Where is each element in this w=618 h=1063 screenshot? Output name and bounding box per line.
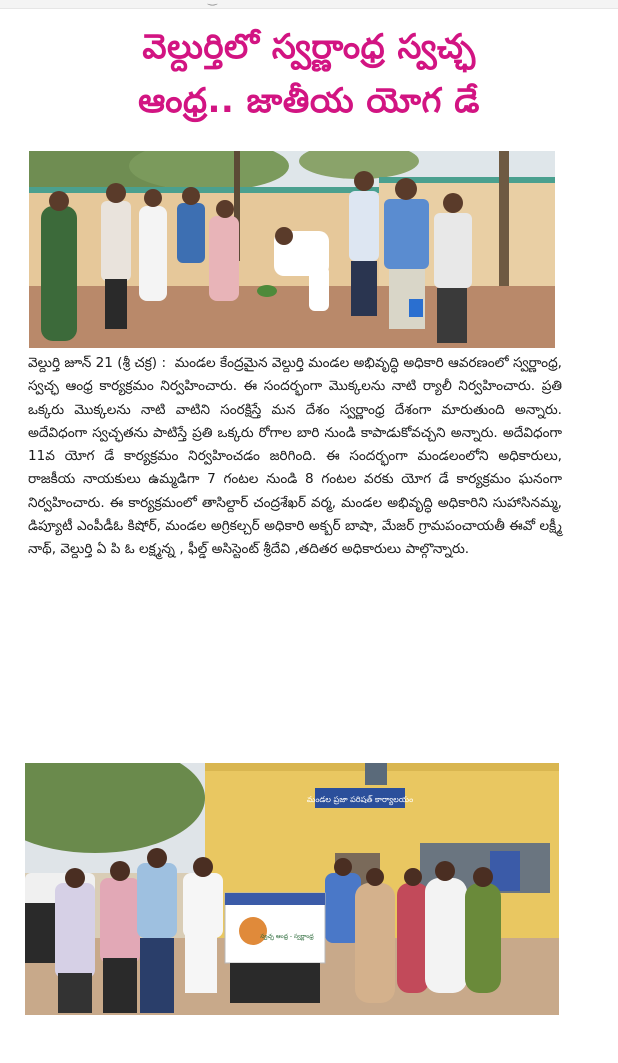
tree-planting-photo (29, 151, 555, 348)
cropped-text-fragment (208, 0, 217, 6)
article-headline (0, 20, 618, 128)
previous-page-edge (0, 0, 618, 9)
article-dateline: వెల్దుర్తి జూన్ 21 (శ్రీ చక్ర) : (28, 355, 167, 371)
headline-line-1: వెల్దుర్తిలో స్వర్ణాంధ్ర స్వచ్ఛ (142, 27, 476, 67)
group-banner-photo (25, 763, 559, 1015)
headline-line-2: ఆంధ్ర.. జాతీయ యోగ డే (138, 81, 480, 121)
building-sign-text: మండల ప్రజా పరిషత్ కార్యాలయం (306, 795, 414, 804)
article-body (28, 352, 562, 562)
banner-text: స్వచ్ఛ ఆంధ్ర - స్వర్ణాంధ్ర (260, 933, 314, 940)
article-text: మండల కేంద్రమైన వెల్దుర్తి మండల అభివృద్ధి అధికారి ఆవరణంలో స్వర్ణాంధ్ర, స్వచ్ఛ ఆంధ్ర కార్యక్రమం నిర్వహించారు. ఈ సందర్భంగా మొక్కలను నాటి ర్యాలీ నిర్వహించారు. ప్రతి ఒక్కరు మొక్కలను నాటి వాటిని సంరక్షిస్తే మన దేశం స్వర్ణాంధ్ర దేశంగా మారుతుంది అన్నారు. అదేవిధంగా స్వచ్ఛతను పాటిస్తే ప్రతి ఒక్కరు రోగాల బారి నుండి కాపాడుకోవచ్చని అన్నారు. అదేవిధంగా 11వ యోగ డే కార్యక్రమం నిర్వహించడం జరిగింది. ఈ సందర్భంగా మండలంలోని అధికారులు, రాజకీయ నాయకులు ఉమ్మడిగా 7 గంటల నుండి 8 గంటల వరకు యోగ డే కార్యక్రమం ఘనంగా నిర్వహించారు. ఈ కార్యక్రమంలో తాసిల్దార్ చంద్రశేఖర్ వర్మ, మండల అభివృద్ధి అధికారిని సుహాసినమ్మ, డిప్యూటీ ఎంపీడీఓ కిషోర్, మండల అగ్రికల్చర్ అధికారి అక్బర్ బాషా, మేజర్ గ్రామపంచాయతీ ఈవో లక్ష్మీ నాథ్, వెల్దుర్తి ఏ పి ఓ లక్ష్మన్న , ఫీల్డ్ అసిస్టెంట్ శ్రీదేవి ,తదితర అధికారులు పాల్గొన్నారు. (28, 355, 562, 558)
